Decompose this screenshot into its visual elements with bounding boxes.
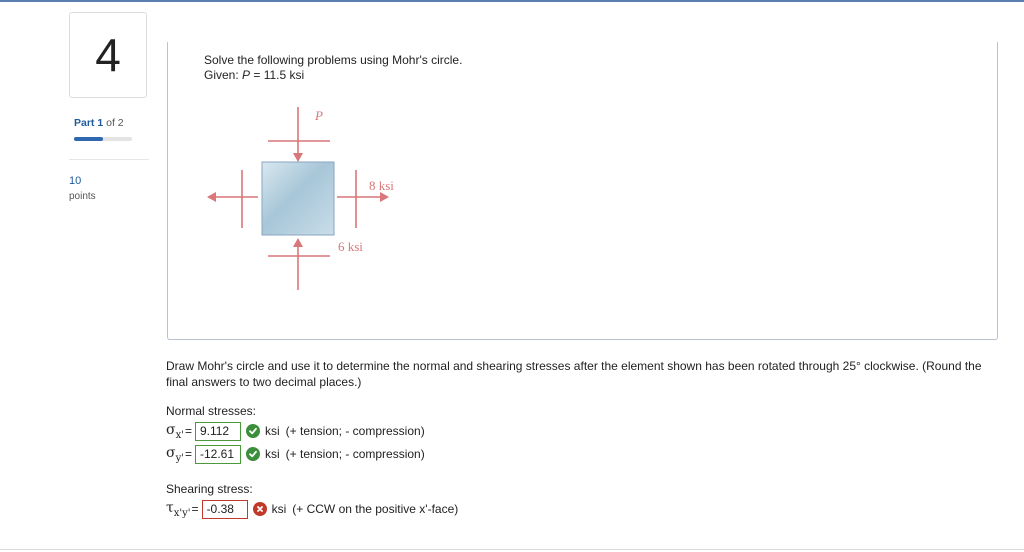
points-value: 10	[69, 175, 82, 187]
bottom-border	[0, 549, 1024, 550]
given-variable: P	[242, 68, 251, 82]
part-indicator	[74, 117, 124, 129]
top-border	[0, 0, 1024, 2]
given-prefix: Given:	[204, 68, 243, 82]
points-label: points	[69, 191, 96, 202]
rail-divider	[69, 159, 149, 160]
stress-element-block	[262, 162, 334, 235]
part-current: 1	[97, 117, 104, 129]
answer-row-sigma-y	[166, 444, 425, 464]
units-label: ksi	[264, 447, 280, 461]
stress-y-label: 6 ksi	[338, 239, 363, 254]
sign-convention-hint: (+ CCW on the positive x'-face)	[292, 502, 459, 516]
answer-row-sigma-x	[166, 421, 425, 441]
equals-sign: =	[184, 447, 192, 461]
sigma-x-symbol: $\sigma_{x'}$	[166, 421, 184, 441]
problem-intro	[204, 53, 462, 83]
equals-sign: =	[191, 502, 199, 516]
sign-convention-hint: (+ tension; - compression)	[285, 447, 425, 461]
sigma-x-answer-input[interactable]: 9.112	[195, 422, 241, 441]
tau-xy-answer-input[interactable]: -0.38	[202, 500, 248, 519]
equals-sign: =	[184, 424, 192, 438]
problem-line-1: Solve the following problems using Mohr's circle.	[204, 53, 463, 67]
sigma-y-answer-input[interactable]: -12.61	[195, 445, 241, 464]
problem-given	[204, 68, 462, 83]
units-label: ksi	[271, 502, 287, 516]
check-icon	[246, 424, 260, 438]
part-label: Part	[74, 117, 95, 129]
stress-element-figure	[205, 104, 410, 296]
sigma-y-symbol: $\sigma_{y'}$	[166, 444, 184, 464]
check-icon	[246, 447, 260, 461]
question-number: 4	[69, 12, 147, 98]
shearing-stress-heading: Shearing stress:	[166, 482, 253, 496]
part-progress-bar	[74, 137, 132, 141]
normal-stresses-heading: Normal stresses:	[166, 404, 257, 418]
given-value: = 11.5 ksi	[250, 68, 305, 82]
question-prompt: Draw Mohr's circle and use it to determine the normal and shearing stresses after the element shown has been rotated through 25° clockwise. (Round the final answers to two decimal places.)	[166, 359, 982, 389]
load-label: P	[315, 108, 323, 123]
answer-row-tau-xy	[166, 499, 458, 519]
sign-convention-hint: (+ tension; - compression)	[285, 424, 425, 438]
units-label: ksi	[264, 424, 280, 438]
part-of: of 2	[106, 117, 124, 129]
part-progress-fill	[74, 137, 103, 141]
tau-xy-symbol: $\tau_{x'y'}$	[166, 499, 191, 519]
stress-x-label: 8 ksi	[369, 178, 394, 193]
x-mark-icon	[253, 502, 267, 516]
